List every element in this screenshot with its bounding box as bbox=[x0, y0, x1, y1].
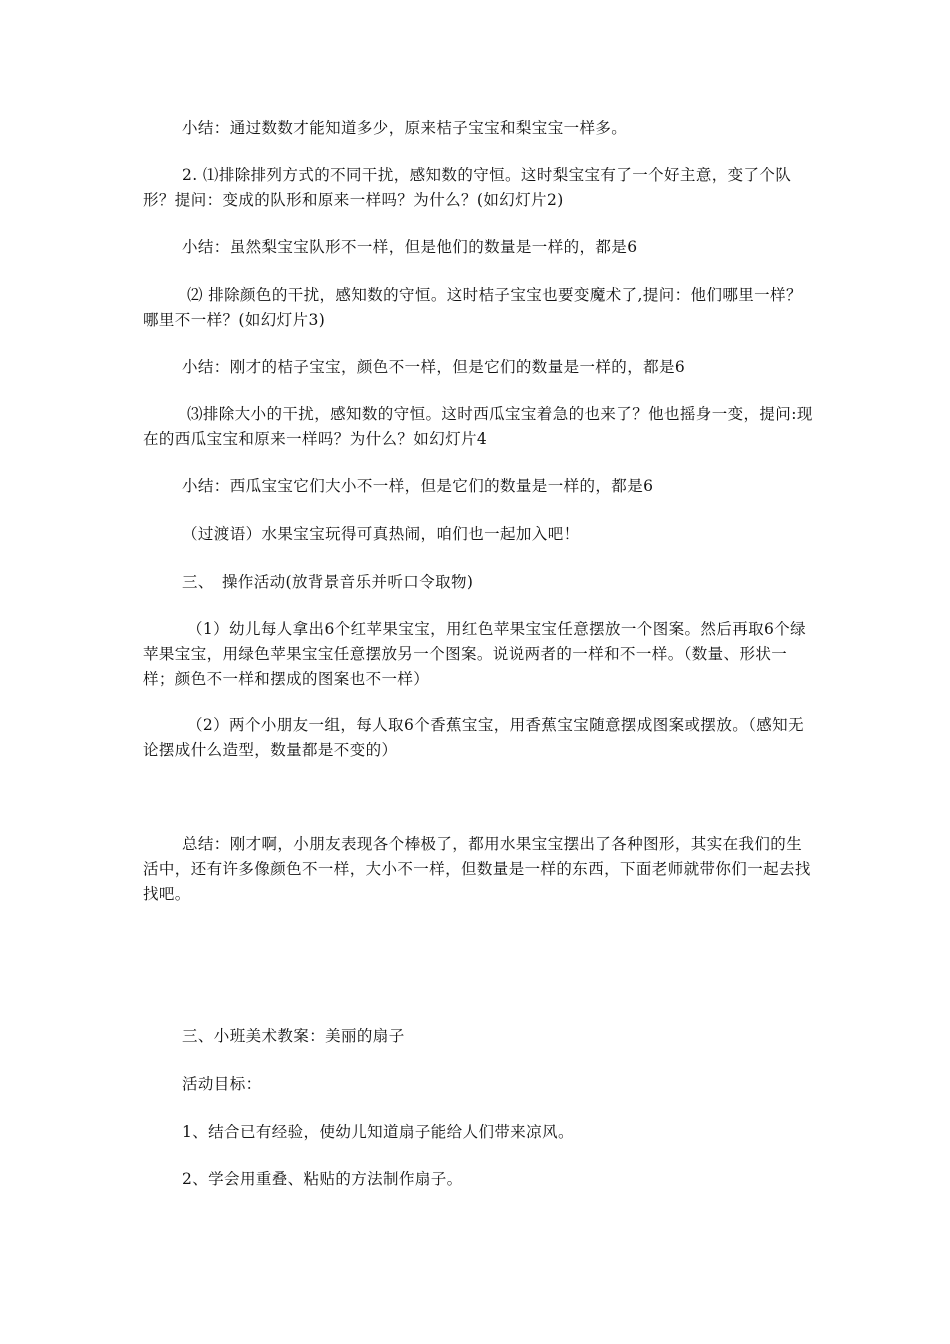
paragraph-step-2-2: ⑵ 排除颜色的干扰，感知数的守恒。这时桔子宝宝也要变魔术了,提问：他们哪里一样？哪里不一样？(如幻灯片3) bbox=[143, 286, 802, 329]
paragraph-step-2-1: 2. ⑴排除排列方式的不同干扰，感知数的守恒。这时梨宝宝有了一个好主意，变了个队形？提问：变成的队形和原来一样吗？为什么？(如幻灯片2) bbox=[143, 166, 792, 209]
paragraph-section-3-heading: 三、 操作活动(放背景音乐并听口令取物) bbox=[182, 573, 474, 591]
paragraph-summary-4: 小结：西瓜宝宝它们大小不一样，但是它们的数量是一样的，都是6 bbox=[182, 477, 654, 495]
paragraph-summary-3: 小结：刚才的桔子宝宝，颜色不一样，但是它们的数量是一样的，都是6 bbox=[182, 358, 686, 376]
paragraph-goal-1: 1、结合已有经验，使幼儿知道扇子能给人们带来凉风。 bbox=[182, 1123, 574, 1141]
paragraph-summary-2: 小结：虽然梨宝宝队形不一样，但是他们的数量是一样的，都是6 bbox=[182, 238, 638, 256]
paragraph-summary-1: 小结：通过数数才能知道多少，原来桔子宝宝和梨宝宝一样多。 bbox=[182, 119, 628, 137]
paragraph-step-2-3: ⑶排除大小的干扰，感知数的守恒。这时西瓜宝宝着急的也来了？他也摇身一变，提问:现在的西瓜宝宝和原来一样吗？为什么？如幻灯片4 bbox=[143, 405, 813, 448]
paragraph-transition: （过渡语）水果宝宝玩得可真热闹，咱们也一起加入吧！ bbox=[182, 525, 580, 543]
paragraph-art-lesson-title: 三、小班美术教案：美丽的扇子 bbox=[182, 1027, 405, 1045]
paragraph-goal-2: 2、学会用重叠、粘贴的方法制作扇子。 bbox=[182, 1170, 463, 1188]
paragraph-goals-heading: 活动目标： bbox=[182, 1075, 262, 1093]
paragraph-conclusion: 总结：刚才啊，小朋友表现各个棒极了，都用水果宝宝摆出了各种图形，其实在我们的生活中，还有许多像颜色不一样，大小不一样，但数量是一样的东西，下面老师就带你们一起去找找吧。 bbox=[143, 835, 811, 903]
paragraph-activity-1: （1）幼儿每人拿出6个红苹果宝宝，用红色苹果宝宝任意摆放一个图案。然后再取6个绿苹果宝宝，用绿色苹果宝宝任意摆放另一个图案。说说两者的一样和不一样。（数量、形状一样；颜色不一样和摆成的图案也不一样） bbox=[143, 620, 807, 688]
paragraph-activity-2: （2）两个小朋友一组，每人取6个香蕉宝宝，用香蕉宝宝随意摆成图案或摆放。（感知无论摆成什么造型，数量都是不变的） bbox=[143, 716, 804, 759]
